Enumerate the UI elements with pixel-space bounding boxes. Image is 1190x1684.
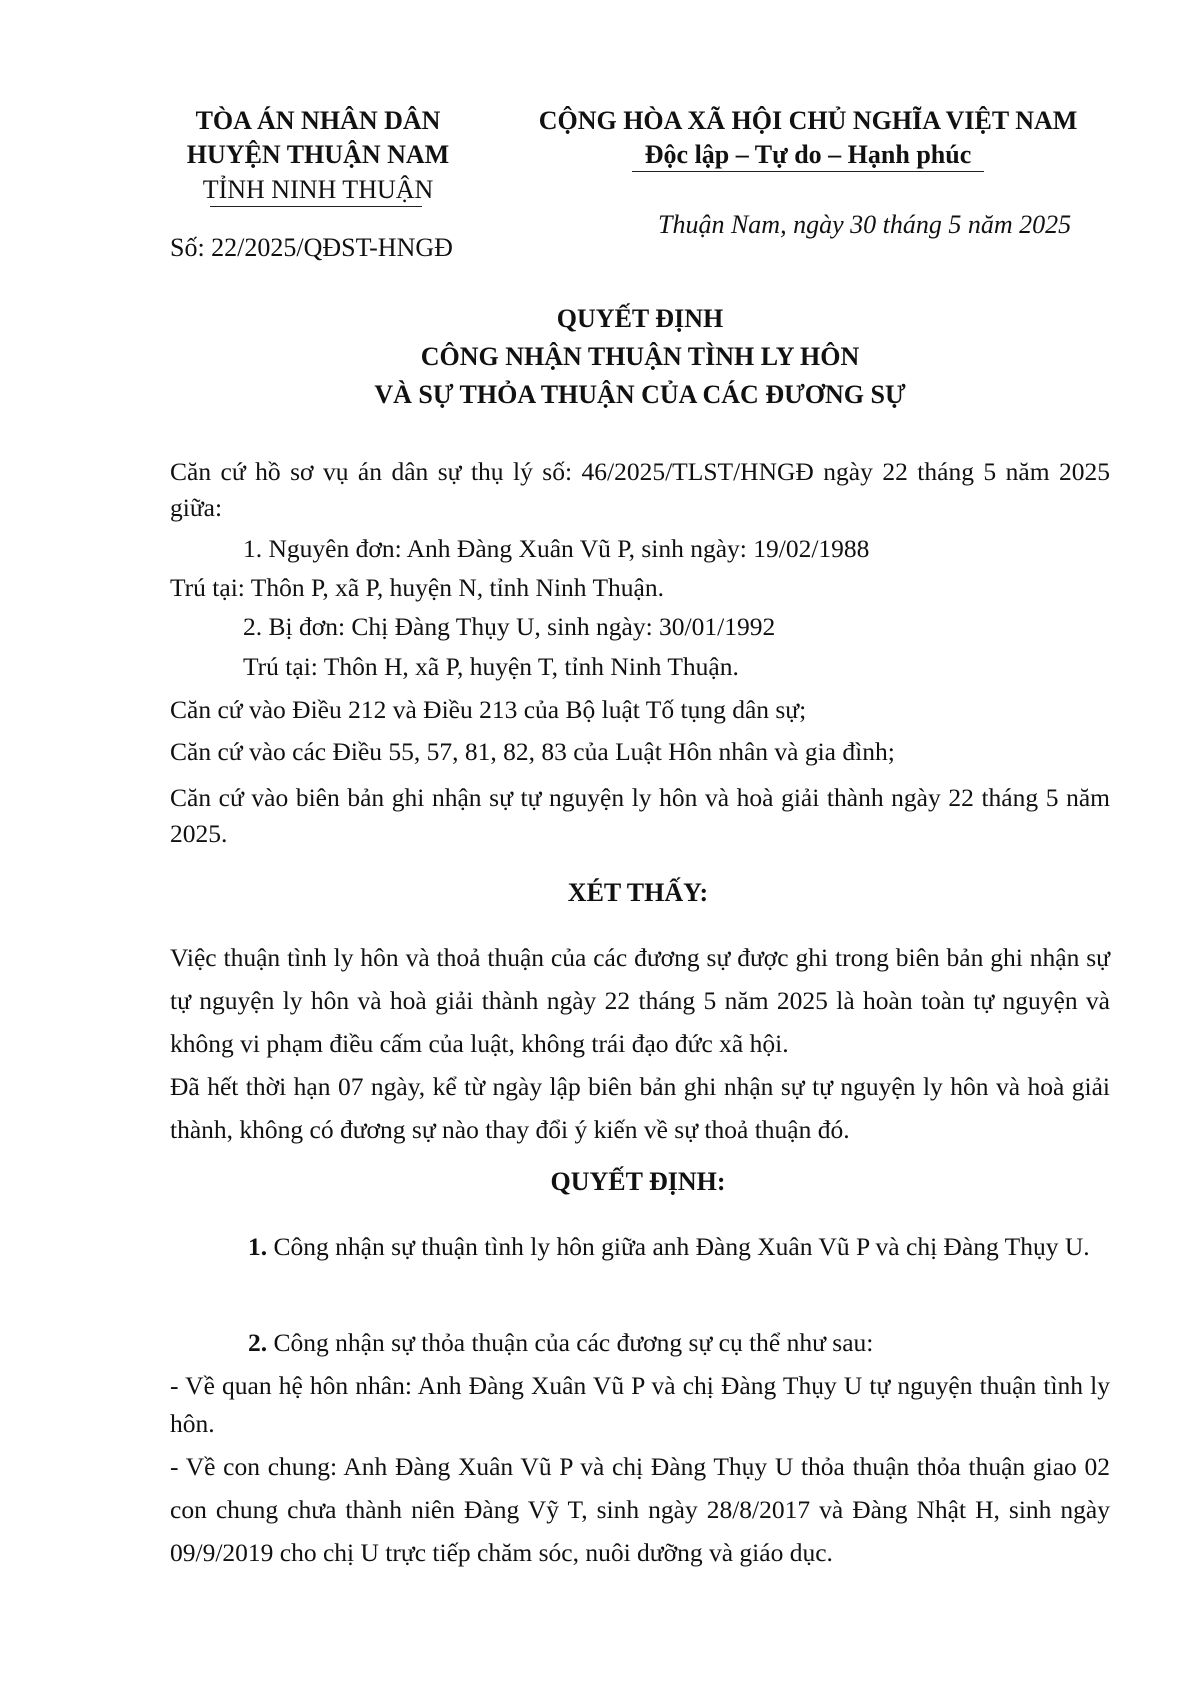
- defendant-line: 2. Bị đơn: Chị Đàng Thụy U, sinh ngày: 30/01/1992: [243, 612, 776, 641]
- legal-basis-2: Căn cứ vào các Điều 55, 57, 81, 82, 83 của Luật Hôn nhân và gia đình;: [170, 737, 895, 766]
- decision-item-1-number: 1.: [248, 1232, 268, 1261]
- document-number: Số: 22/2025/QĐST-HNGĐ: [170, 233, 453, 262]
- plaintiff-address: Trú tại: Thôn P, xã P, huyện N, tỉnh Ninh Thuận.: [170, 573, 664, 602]
- findings-paragraph-2: Đã hết thời hạn 07 ngày, kể từ ngày lập biên bản ghi nhận sự tự nguyện ly hôn và hoà giải thành, không có đương sự nào thay đổi ý kiến về sự thoả thuận đó.: [170, 1072, 1110, 1144]
- decision-subtitle-line2: VÀ SỰ THỎA THUẬN CỦA CÁC ĐƯƠNG SỰ: [374, 380, 906, 409]
- decision-heading: QUYẾT ĐỊNH:: [550, 1167, 726, 1196]
- decision-item-1-text: Công nhận sự thuận tình ly hôn giữa anh Đàng Xuân Vũ P và chị Đàng Thụy U.: [267, 1232, 1090, 1261]
- court-name-line1: TÒA ÁN NHÂN DÂN: [195, 106, 441, 135]
- motto-underline: [632, 171, 984, 172]
- court-province: TỈNH NINH THUẬN: [202, 175, 434, 204]
- children-agreement: - Về con chung: Anh Đàng Xuân Vũ P và chị Đàng Thụy U thỏa thuận thỏa thuận giao 02 con chung chưa thành niên Đàng Vỹ T, sinh ngày 28/8/2017 và Đàng Nhật H, sinh ngày 09/9/2019 cho chị U trực tiếp chăm sóc, nuôi dưỡng và giáo dục.: [170, 1452, 1110, 1567]
- decision-item-2-number: 2.: [248, 1328, 268, 1357]
- legal-basis-3: Căn cứ vào biên bản ghi nhận sự tự nguyện ly hôn và hoà giải thành ngày 22 tháng 5 năm 2025.: [170, 783, 1110, 848]
- decision-title: QUYẾT ĐỊNH: [556, 304, 724, 333]
- findings-paragraph-1: Việc thuận tình ly hôn và thoả thuận của các đương sự được ghi trong biên bản ghi nhận sự tự nguyện ly hôn và hoà giải thành ngày 22 tháng 5 năm 2025 là hoàn toàn tự nguyện và không vi phạm điều cấm của luật, không trái đạo đức xã hội.: [170, 943, 1110, 1058]
- findings-heading: XÉT THẤY:: [567, 878, 709, 907]
- case-file-basis: Căn cứ hồ sơ vụ án dân sự thụ lý số: 46/2025/TLST/HNGĐ ngày 22 tháng 5 năm 2025 giữa:: [170, 457, 1110, 522]
- decision-subtitle-line1: CÔNG NHẬN THUẬN TÌNH LY HÔN: [420, 342, 860, 371]
- decision-item-2-text: Công nhận sự thỏa thuận của các đương sự cụ thể như sau:: [267, 1328, 874, 1357]
- decision-item-2: [170, 1325, 1110, 1361]
- decision-item-1: [170, 1225, 1110, 1268]
- court-underline: [210, 206, 422, 207]
- court-name-line2: HUYỆN THUẬN NAM: [186, 140, 450, 169]
- legal-basis-1: Căn cứ vào Điều 212 và Điều 213 của Bộ luật Tố tụng dân sự;: [170, 695, 807, 724]
- issue-date-line: Thuận Nam, ngày 30 tháng 5 năm 2025: [658, 210, 1072, 239]
- plaintiff-line: 1. Nguyên đơn: Anh Đàng Xuân Vũ P, sinh ngày: 19/02/1988: [243, 534, 870, 563]
- marriage-agreement: - Về quan hệ hôn nhân: Anh Đàng Xuân Vũ P và chị Đàng Thụy U tự nguyện thuận tình ly hôn.: [170, 1371, 1110, 1438]
- national-title: CỘNG HÒA XÃ HỘI CHỦ NGHĨA VIỆT NAM: [538, 106, 1078, 135]
- national-motto: Độc lập – Tự do – Hạnh phúc: [644, 140, 972, 169]
- defendant-address: Trú tại: Thôn H, xã P, huyện T, tỉnh Ninh Thuận.: [243, 652, 739, 681]
